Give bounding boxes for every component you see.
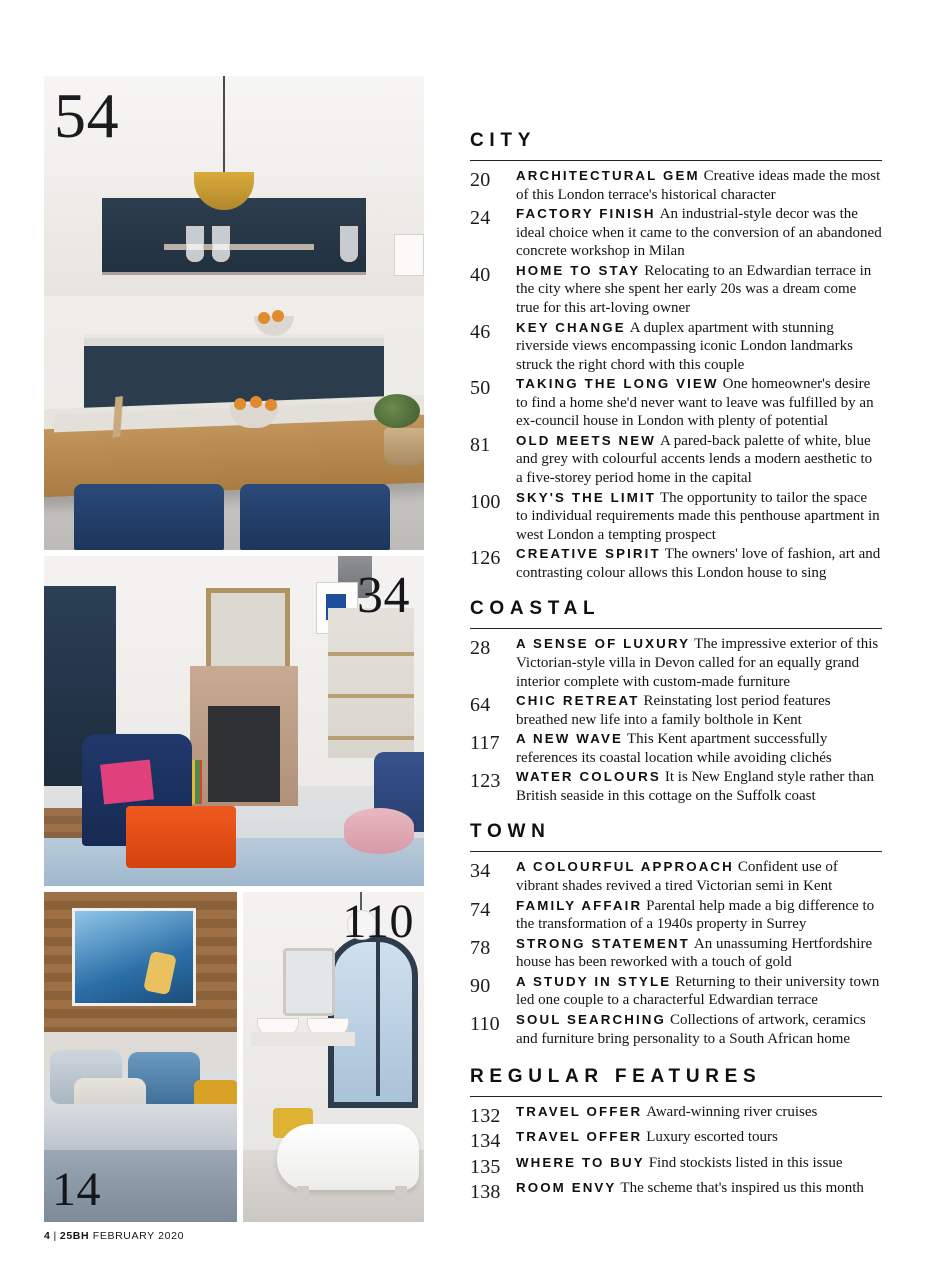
contents-entry[interactable] xyxy=(470,545,882,582)
entry-headline: ARCHITECTURAL GEM xyxy=(516,168,700,183)
photo-bedroom xyxy=(44,892,237,1222)
contents-entry[interactable] xyxy=(470,489,882,545)
section-title-city: CITY xyxy=(470,130,537,151)
entry-page-number: 34 xyxy=(470,860,491,883)
entry-page-number: 20 xyxy=(470,169,491,191)
photo-folio-number: 110 xyxy=(342,895,414,948)
contents-entry[interactable] xyxy=(470,730,882,767)
photo-column xyxy=(44,76,424,1222)
kitchen-glassware xyxy=(340,226,358,262)
fruit xyxy=(250,396,262,408)
entry-description: Award-winning river cruises xyxy=(646,1104,818,1121)
pink-pouffe xyxy=(344,808,414,854)
entry-headline: KEY CHANGE xyxy=(516,319,626,335)
entry-headline: FACTORY FINISH xyxy=(516,206,656,222)
entry-headline: A SENSE OF LUXURY xyxy=(516,636,691,652)
photo-bathroom xyxy=(243,892,424,1222)
potted-plant xyxy=(374,394,420,428)
entry-page-number: 126 xyxy=(470,547,501,570)
photo-folio-number: 34 xyxy=(356,567,410,624)
entry-page-number: 100 xyxy=(470,490,501,513)
entry-description: Find stockists listed in this issue xyxy=(648,1154,843,1171)
shelf-board xyxy=(328,694,414,698)
entry-page-number: 110 xyxy=(470,1012,500,1035)
section-town xyxy=(470,821,882,1048)
rolltop-bath xyxy=(277,1124,419,1190)
contents-entry[interactable] xyxy=(470,262,882,318)
bathroom-mirror xyxy=(283,948,335,1016)
contents-entry[interactable] xyxy=(470,858,882,895)
footer-publication: 25BH xyxy=(59,1230,90,1242)
entry-description: Relocating to an Edwardian terrace in the city where she spent her early 20s was a dream come true for this art-loving owner xyxy=(516,262,872,316)
entry-description: The scheme that's inspired us this month xyxy=(620,1180,864,1197)
kitchen-cabinets xyxy=(102,198,366,275)
entry-headline: HOME TO STAY xyxy=(516,262,641,278)
contents-entry[interactable] xyxy=(470,635,882,691)
entry-headline: SKY'S THE LIMIT xyxy=(516,489,656,505)
contents-entry[interactable] xyxy=(470,1154,882,1179)
entry-page-number: 138 xyxy=(470,1181,501,1204)
entry-page-number: 123 xyxy=(470,770,501,793)
entry-headline: A STUDY IN STYLE xyxy=(516,973,672,989)
entry-description: Collections of artwork, ceramics and furniture bring personality to a South African home xyxy=(516,1011,866,1047)
entry-description: A pared-back palette of white, blue and grey with colourful accents lends a modern aesthetic to a five-storey period home in the capital xyxy=(516,432,873,486)
entry-description: Luxury escorted tours xyxy=(646,1129,778,1146)
entry-page-number: 117 xyxy=(470,732,500,755)
entry-description: Creative ideas made the most of this London terrace's historical character xyxy=(516,168,881,203)
entry-headline: CREATIVE SPIRIT xyxy=(516,546,661,562)
entry-headline: STRONG STATEMENT xyxy=(516,935,690,951)
contents-entry[interactable] xyxy=(470,692,882,729)
photo-living-room xyxy=(44,556,424,886)
contents-entry[interactable] xyxy=(470,1128,882,1153)
entry-description: It is New England style rather than British seaside in this cottage on the Suffolk coast xyxy=(516,769,874,804)
contents-entry[interactable] xyxy=(470,167,882,204)
entry-headline: CHIC RETREAT xyxy=(516,693,640,709)
entry-headline: SOUL SEARCHING xyxy=(516,1011,666,1027)
section-divider xyxy=(470,628,882,629)
entry-page-number: 28 xyxy=(470,637,491,660)
page-footer xyxy=(44,1230,184,1242)
footer-issue: FEBRUARY 2020 xyxy=(92,1230,185,1242)
entry-description: An unassuming Hertfordshire house has been reworked with a touch of gold xyxy=(516,935,873,971)
entry-description: Confident use of vibrant shades revived a tired Victorian semi in Kent xyxy=(516,859,838,894)
entry-description: Reinstating lost period features breathed new life into a family bolthole in Kent xyxy=(516,693,831,728)
shelf-board xyxy=(328,652,414,656)
entry-headline: OLD MEETS NEW xyxy=(516,432,656,448)
fireplace-grate xyxy=(208,706,280,802)
contents-entry[interactable] xyxy=(470,768,882,805)
footer-page-number: 4 xyxy=(44,1230,51,1242)
fruit xyxy=(258,312,270,324)
velvet-bench xyxy=(74,484,224,550)
photo-folio-number: 14 xyxy=(52,1163,101,1216)
contents-entry[interactable] xyxy=(470,1103,882,1128)
contents-entry[interactable] xyxy=(470,1179,882,1204)
entry-description: Parental help made a big difference to the transformation of a 1940s property in Surrey xyxy=(516,897,875,933)
entry-description: Returning to their university town led one couple to a characterful Edwardian terrace xyxy=(516,973,880,1009)
entry-page-number: 135 xyxy=(470,1155,501,1178)
contents-entry[interactable] xyxy=(470,432,882,488)
contents-entry[interactable] xyxy=(470,973,882,1010)
entry-headline: TAKING THE LONG VIEW xyxy=(516,376,719,392)
entry-headline: A NEW WAVE xyxy=(516,731,623,747)
entry-page-number: 90 xyxy=(470,974,491,997)
fruit xyxy=(265,399,277,411)
blue-artwork xyxy=(72,908,196,1006)
kitchen-glassware xyxy=(186,226,204,262)
section-title-regular-features: REGULAR FEATURES xyxy=(470,1066,762,1088)
entry-headline: FAMILY AFFAIR xyxy=(516,897,643,913)
contents-entry[interactable] xyxy=(470,935,882,972)
section-coastal xyxy=(470,598,882,805)
footer-separator: | xyxy=(53,1230,57,1242)
section-title-town: TOWN xyxy=(470,821,551,843)
entry-page-number: 132 xyxy=(470,1105,501,1128)
entry-description: The impressive exterior of this Victorian-style villa in Devon called for an equally grand interior complete with custom-made furniture xyxy=(516,636,879,690)
vanity-unit xyxy=(251,1032,355,1046)
velvet-bench xyxy=(240,484,390,550)
entry-page-number: 40 xyxy=(470,263,491,286)
pendant-cord xyxy=(223,76,225,172)
entry-headline: ROOM ENVY xyxy=(516,1180,617,1196)
entry-headline: WHERE TO BUY xyxy=(516,1154,645,1170)
photo-folio-number: 54 xyxy=(54,80,120,151)
shelf-board xyxy=(328,736,414,740)
bath-foot xyxy=(297,1186,309,1202)
section-divider xyxy=(470,160,882,161)
island-worktop xyxy=(84,338,384,346)
section-regular-features xyxy=(470,1066,882,1205)
contents-entry[interactable] xyxy=(470,319,882,375)
bottom-photo-row xyxy=(44,892,424,1222)
contents-entry[interactable] xyxy=(470,375,882,431)
entry-description: A duplex apartment with stunning riverside views encompassing iconic London landmarks struck the right chord with this couple xyxy=(516,319,854,373)
contents-entry[interactable] xyxy=(470,1011,882,1048)
section-title-coastal: COASTAL xyxy=(470,598,601,620)
bath-foot xyxy=(395,1186,407,1202)
contents-entry[interactable] xyxy=(470,897,882,934)
woven-basket xyxy=(384,428,424,466)
orange-ottoman xyxy=(126,806,236,868)
fruit xyxy=(272,310,284,322)
entry-description: The owners' love of fashion, art and contrasting colour allows this London house to sing xyxy=(516,546,881,581)
kitchen-glassware xyxy=(212,226,230,262)
entry-page-number: 64 xyxy=(470,694,491,717)
contents-entry[interactable] xyxy=(470,205,882,261)
entry-headline: WATER COLOURS xyxy=(516,769,661,785)
entry-page-number: 78 xyxy=(470,936,491,959)
pink-cushion xyxy=(100,759,154,804)
entry-headline: TRAVEL OFFER xyxy=(516,1129,643,1145)
section-city xyxy=(470,130,882,582)
entry-page-number: 74 xyxy=(470,898,491,921)
section-divider xyxy=(470,1096,882,1097)
artwork-figure xyxy=(143,951,177,996)
fruit xyxy=(234,398,246,410)
contents-list xyxy=(470,130,882,1211)
entry-page-number: 24 xyxy=(470,207,491,230)
entry-description: The opportunity to tailor the space to individual requirements made this penthouse apartment in west London a tempting prospect xyxy=(516,489,880,543)
entry-page-number: 50 xyxy=(470,377,491,400)
entry-description: One homeowner's desire to find a home she'd never want to leave was fulfilled by an ex-council house in London with plenty of potential xyxy=(516,376,874,430)
entry-page-number: 46 xyxy=(470,320,491,343)
entry-page-number: 134 xyxy=(470,1130,501,1153)
section-divider xyxy=(470,851,882,852)
entry-description: An industrial-style decor was the ideal choice when it came to the conversion of an abandoned concrete workshop in Milan xyxy=(516,206,882,260)
photo-kitchen xyxy=(44,76,424,550)
entry-headline: TRAVEL OFFER xyxy=(516,1104,643,1120)
entry-page-number: 81 xyxy=(470,433,491,456)
entry-description: This Kent apartment successfully references its coastal location while avoiding clichés xyxy=(516,731,832,766)
entry-headline: A COLOURFUL APPROACH xyxy=(516,859,734,875)
kitchen-wall-art xyxy=(394,234,424,276)
window-mullion xyxy=(376,936,380,1096)
gilt-mirror xyxy=(206,588,290,676)
